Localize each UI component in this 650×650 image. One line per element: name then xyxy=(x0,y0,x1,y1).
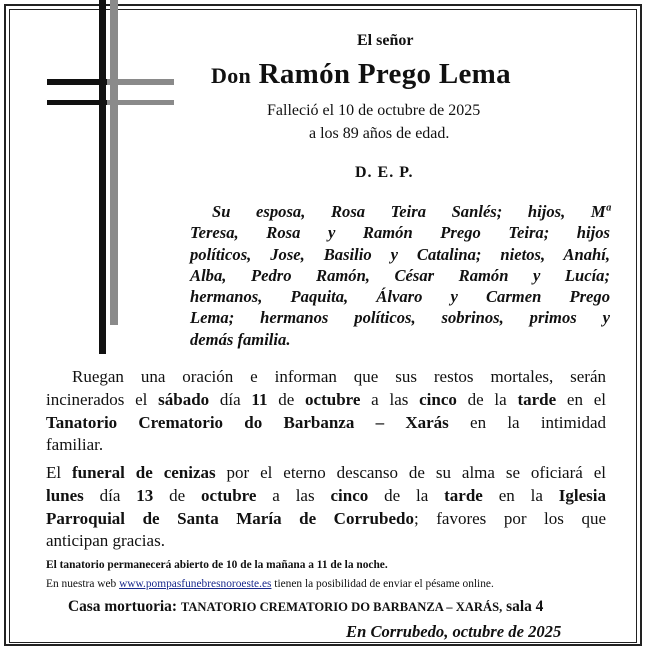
cross-icon xyxy=(0,0,200,360)
web-note: En nuestra web www.pompasfunebresnoroeste.es tienen la posibilidad de enviar el pésame online. xyxy=(46,578,494,590)
family-line: demás familia. xyxy=(190,329,291,349)
family-list xyxy=(190,201,610,350)
age-text: a los 89 años de edad. xyxy=(309,125,450,142)
family-line: políticos, Jose, Basilio y Catalina; nietos, Anahí, xyxy=(190,244,610,264)
family-line: Lema; hermanos políticos, sobrinos, primos y xyxy=(190,308,610,328)
name-text: Ramón Prego Lema xyxy=(258,58,511,90)
family-line: Teresa, Rosa y Ramón Prego Teira; hijos xyxy=(190,223,610,243)
deceased-name xyxy=(211,58,511,91)
mortuary-line: Casa mortuoria: TANATORIO CREMATORIO DO BARBANZA – XARÁS, sala 4 xyxy=(68,598,544,615)
service-paragraph xyxy=(46,366,606,457)
family-line: hermanos, Paquita, Álvaro y Carmen Prego xyxy=(190,287,610,307)
paragraph-line: Parroquial de Santa María de Corrubedo; favores por los que xyxy=(46,508,606,528)
paragraph-line: lunes día 13 de octubre a las cinco de la tarde en la Iglesia xyxy=(46,485,606,505)
intro-text: El señor xyxy=(357,32,414,49)
title-prefix: Don xyxy=(211,63,252,88)
paragraph-line: incinerados el sábado día 11 de octubre a las cinco de la tarde en el xyxy=(46,389,606,409)
death-date: Falleció el 10 de octubre de 2025 xyxy=(267,102,481,119)
paragraph-line: Tanatorio Crematorio do Barbanza – Xarás en la intimidad xyxy=(46,412,606,432)
paragraph-line: familiar. xyxy=(46,435,104,455)
paragraph-line: anticipan gracias. xyxy=(46,531,165,551)
closing-line: En Corrubedo, octubre de 2025 xyxy=(346,622,562,641)
family-line: Su esposa, Rosa Teira Sanlés; hijos, Mª xyxy=(212,202,610,221)
website-link[interactable]: www.pompasfunebresnoroeste.es xyxy=(119,578,272,590)
family-line: Alba, Pedro Ramón, César Ramón y Lucía; xyxy=(190,265,610,285)
paragraph-line: El funeral de cenizas por el eterno descanso de su alma se oficiará el xyxy=(46,463,606,482)
funeral-paragraph xyxy=(46,462,606,553)
paragraph-line: Ruegan una oración e informan que sus restos mortales, serán xyxy=(72,367,606,386)
opening-hours: El tanatorio permanecerá abierto de 10 de la mañana a 11 de la noche. xyxy=(46,559,388,571)
rip-text: D. E. P. xyxy=(355,164,414,181)
